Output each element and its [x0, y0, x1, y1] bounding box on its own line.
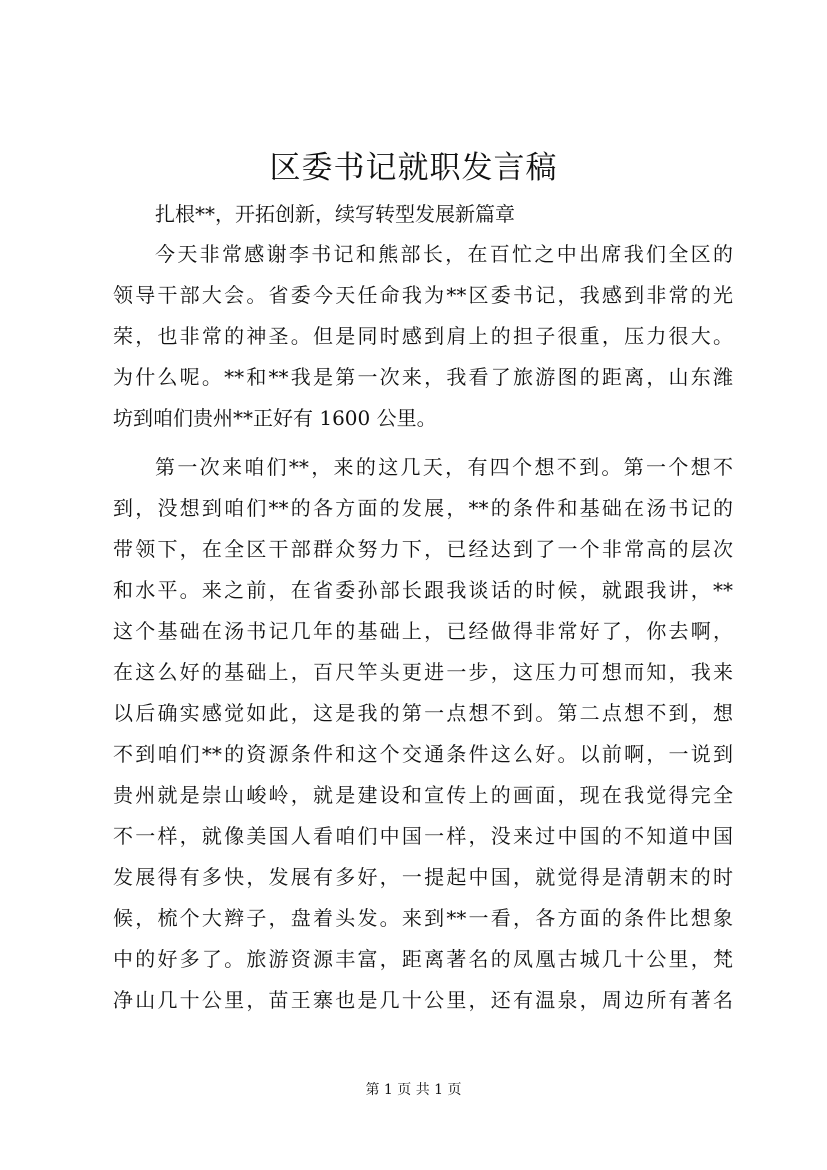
paragraph-2-line: 净山几十公里，苗王寨也是几十公里，还有温泉，周边所有著名	[113, 988, 733, 1012]
document-title: 区委书记就职发言稿	[269, 150, 558, 186]
page-number-footer: 第 1 页 共 1 页	[365, 1082, 462, 1098]
paragraph-1-line: 领导干部大会。省委今天任命我为**区委书记，我感到非常的光	[113, 283, 733, 307]
paragraph-2-line: 在这么好的基础上，百尺竿头更进一步，这压力可想而知，我来	[113, 660, 733, 684]
paragraph-2-line: 带领下，在全区干部群众努力下，已经达到了一个非常高的层次	[113, 537, 733, 561]
paragraph-2-line: 候，梳个大辫子，盘着头发。来到**一看，各方面的条件比想象	[113, 906, 733, 930]
paragraph-2-line: 和水平。来之前，在省委孙部长跟我谈话的时候，就跟我讲，**	[113, 578, 733, 602]
paragraph-1-line: 今天非常感谢李书记和熊部长，在百忙之中出席我们全区的	[155, 242, 733, 266]
paragraph-2-line: 不一样，就像美国人看咱们中国一样，没来过中国的不知道中国	[113, 824, 733, 848]
paragraph-2-line: 贵州就是崇山峻岭，就是建设和宣传上的画面，现在我觉得完全	[113, 783, 733, 807]
paragraph-1-line: 坊到咱们贵州**正好有 1600 公里。	[113, 406, 437, 430]
paragraph-2-line: 发展得有多快，发展有多好，一提起中国，就觉得是清朝末的时	[113, 865, 733, 889]
paragraph-2-line: 不到咱们**的资源条件和这个交通条件这么好。以前啊，一说到	[113, 742, 733, 766]
paragraph-1-line: 荣，也非常的神圣。但是同时感到肩上的担子很重，压力很大。	[113, 324, 733, 348]
paragraph-1-line: 为什么呢。**和**我是第一次来，我看了旅游图的距离，山东潍	[113, 365, 733, 389]
paragraph-2-line: 到，没想到咱们**的各方面的发展，**的条件和基础在汤书记的	[113, 496, 733, 520]
paragraph-2-line: 第一次来咱们**，来的这几天，有四个想不到。第一个想不	[155, 455, 733, 479]
paragraph-2-line: 这个基础在汤书记几年的基础上，已经做得非常好了，你去啊，	[113, 619, 733, 643]
paragraph-2-line: 中的好多了。旅游资源丰富，距离著名的凤凰古城几十公里，梵	[113, 947, 733, 971]
document-subtitle: 扎根**，开拓创新，续写转型发展新篇章	[155, 202, 515, 226]
paragraph-2-line: 以后确实感觉如此，这是我的第一点想不到。第二点想不到，想	[113, 701, 733, 725]
